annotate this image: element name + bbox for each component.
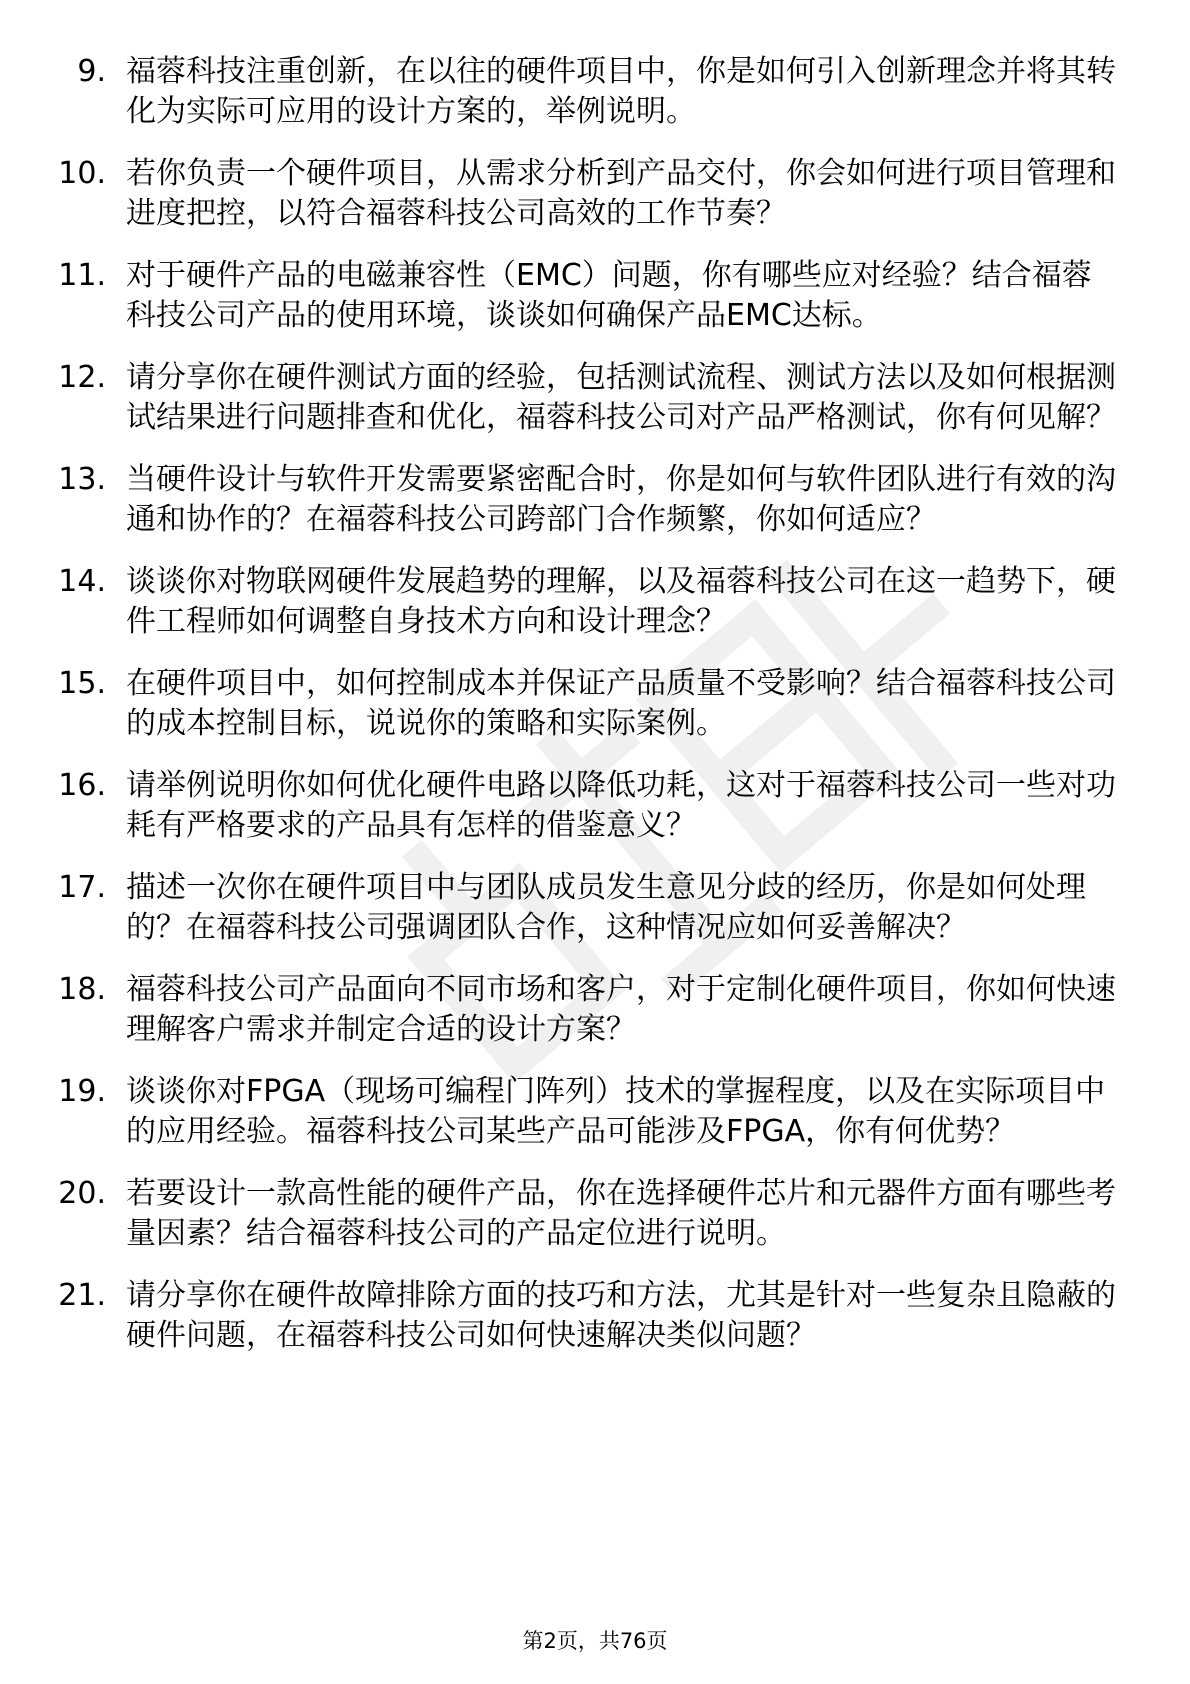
list-item: [0, 1072, 1190, 1152]
question-number: 21.: [58, 1278, 106, 1313]
question-text: 在硬件项目中，如何控制成本并保证产品质量不受影响？结合福蓉科技公司的成本控制目标，说说你的策略和实际案例。: [126, 666, 1116, 741]
question-text: 当硬件设计与软件开发需要紧密配合时，你是如何与软件团队进行有效的沟通和协作的？在福蓉科技公司跨部门合作频繁，你如何适应？: [126, 462, 1116, 537]
question-list: [0, 52, 1190, 1378]
list-item: [0, 460, 1190, 540]
question-text: 请分享你在硬件故障排除方面的技巧和方法，尤其是针对一些复杂且隐蔽的硬件问题，在福蓉科技公司如何快速解决类似问题？: [126, 1278, 1116, 1353]
question-number: 10.: [58, 156, 106, 191]
question-text: 谈谈你对FPGA（现场可编程门阵列）技术的掌握程度，以及在实际项目中的应用经验。福蓉科技公司某些产品可能涉及FPGA，你有何优势？: [126, 1074, 1106, 1149]
question-text: 若要设计一款高性能的硬件产品，你在选择硬件芯片和元器件方面有哪些考量因素？结合福蓉科技公司的产品定位进行说明。: [126, 1176, 1116, 1251]
list-item: [0, 1276, 1190, 1356]
question-number: 13.: [58, 462, 106, 497]
question-number: 18.: [58, 972, 106, 1007]
question-number: 11.: [58, 258, 106, 293]
list-item: [0, 970, 1190, 1050]
question-text: 若你负责一个硬件项目，从需求分析到产品交付，你会如何进行项目管理和进度把控，以符合福蓉科技公司高效的工作节奏？: [126, 156, 1116, 231]
question-number: 17.: [58, 870, 106, 905]
list-item: [0, 52, 1190, 132]
list-item: [0, 256, 1190, 336]
page-footer: 第2页，共76页: [522, 1629, 668, 1653]
list-item: [0, 664, 1190, 744]
question-number: 14.: [58, 564, 106, 599]
question-number: 19.: [58, 1074, 106, 1109]
question-text: 描述一次你在硬件项目中与团队成员发生意见分歧的经历，你是如何处理的？在福蓉科技公司强调团队合作，这种情况应如何妥善解决？: [126, 870, 1086, 945]
list-item: [0, 358, 1190, 438]
question-number: 16.: [58, 768, 106, 803]
question-number: 12.: [58, 360, 106, 395]
question-number: 20.: [58, 1176, 106, 1211]
question-text: 福蓉科技注重创新，在以往的硬件项目中，你是如何引入创新理念并将其转化为实际可应用的设计方案的，举例说明。: [126, 54, 1116, 129]
list-item: [0, 1174, 1190, 1254]
list-item: [0, 766, 1190, 846]
list-item: [0, 868, 1190, 948]
list-item: [0, 154, 1190, 234]
question-text: 请分享你在硬件测试方面的经验，包括测试流程、测试方法以及如何根据测试结果进行问题排查和优化，福蓉科技公司对产品严格测试，你有何见解？: [126, 360, 1116, 435]
question-text: 谈谈你对物联网硬件发展趋势的理解，以及福蓉科技公司在这一趋势下，硬件工程师如何调整自身技术方向和设计理念？: [126, 564, 1116, 639]
question-number: 15.: [58, 666, 106, 701]
list-item: [0, 562, 1190, 642]
question-text: 对于硬件产品的电磁兼容性（EMC）问题，你有哪些应对经验？结合福蓉科技公司产品的使用环境，谈谈如何确保产品EMC达标。: [126, 258, 1092, 333]
question-text: 请举例说明你如何优化硬件电路以降低功耗，这对于福蓉科技公司一些对功耗有严格要求的产品具有怎样的借鉴意义？: [126, 768, 1116, 843]
question-text: 福蓉科技公司产品面向不同市场和客户，对于定制化硬件项目，你如何快速理解客户需求并制定合适的设计方案？: [126, 972, 1116, 1047]
question-number: 9.: [77, 54, 106, 89]
